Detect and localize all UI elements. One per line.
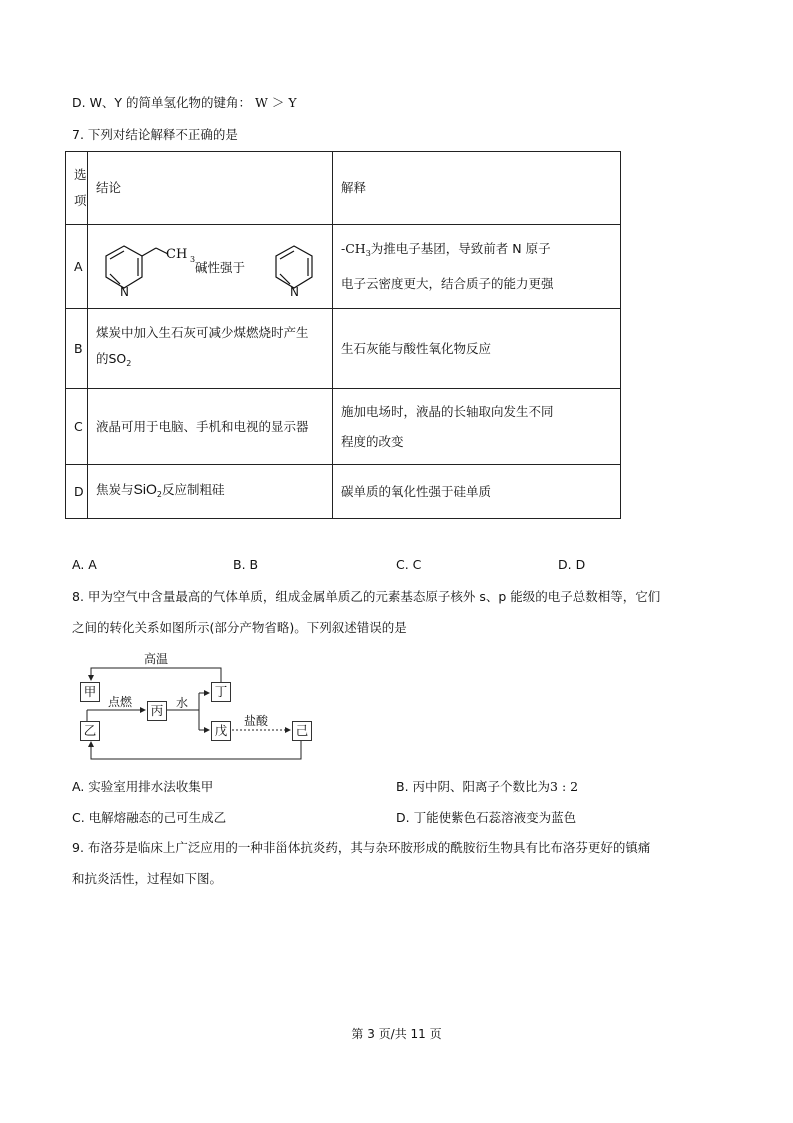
so2-text: 的SO	[96, 351, 127, 366]
row-a-conclusion	[88, 225, 333, 309]
row-c-explanation-line1: 施加电场时，液晶的长轴取向发生不同	[341, 403, 554, 419]
row-a-explanation-rest: 为推电子基团，导致前者 N 原子	[370, 241, 551, 256]
q8-transformation-diagram	[72, 648, 317, 766]
q8-stem-line2: 之间的转化关系如图所示(部分产物省略)。下列叙述错误的是	[72, 620, 407, 635]
label-ignite: 点燃	[108, 695, 133, 709]
q7-option-b[interactable]: B. B	[233, 557, 259, 572]
row-a-explanation-line2: 电子云密度更大，结合质子的能力更强	[341, 276, 554, 291]
page-number: 第 3 页/共 11 页	[351, 1027, 442, 1041]
q7-option-c[interactable]: C. C	[396, 557, 422, 572]
row-a-explanation	[333, 225, 621, 309]
node-ji: 己	[292, 721, 312, 741]
row-d-conclusion	[88, 465, 333, 519]
row-c-explanation-line2: 程度的改变	[341, 433, 404, 449]
row-c-label: C	[66, 389, 88, 465]
sio2-text: SiO	[133, 480, 157, 497]
node-wu: 戊	[211, 721, 231, 741]
table-header-row	[66, 152, 621, 225]
row-d-explanation: 碳单质的氧化性强于硅单质	[333, 465, 621, 519]
sio2-sub: 2	[156, 489, 162, 499]
so2-sub: 2	[126, 359, 132, 368]
ring-n-label-1: N	[120, 284, 129, 299]
row-b-label: B	[66, 309, 88, 389]
row-d-suffix: 反应制粗硅	[161, 481, 225, 497]
header-explanation: 解释	[333, 152, 621, 225]
methylpyridine-structure-icon	[94, 232, 204, 304]
row-a-label: A	[66, 225, 88, 309]
q8-option-a[interactable]: A. 实验室用排水法收集甲	[72, 779, 214, 794]
q8-option-b-text: B. 丙中阴、阳离子个数比为	[396, 779, 551, 794]
q9-line2: 和抗炎活性，过程如下图。	[72, 871, 223, 886]
row-b-conclusion-line1: 煤炭中加入生石灰可减少煤燃烧时产生	[96, 325, 309, 340]
q6-option-d	[72, 95, 297, 111]
q7-table	[65, 151, 621, 519]
q7-stem: 7. 下列对结论解释不正确的是	[72, 127, 238, 142]
header-conclusion: 结论	[88, 152, 333, 225]
label-high-temp: 高温	[144, 652, 169, 666]
row-b-conclusion	[88, 309, 333, 389]
ch3-label: CH	[166, 246, 188, 262]
row-c-explanation	[333, 389, 621, 465]
header-option-line1: 选	[74, 167, 87, 182]
q9-line1: 9. 布洛芬是临床上广泛应用的一种非甾体抗炎药，其与杂环胺形成的酰胺衍生物具有比布洛芬更好的镇痛	[72, 840, 651, 855]
row-b-conclusion-line2	[96, 346, 324, 377]
row-a-explanation-line1	[341, 234, 612, 269]
header-option	[66, 152, 88, 225]
row-c-conclusion: 液晶可用于电脑、手机和电视的显示器	[88, 389, 333, 465]
q8-option-b-ratio: 3 : 2	[550, 779, 579, 794]
ch3-group-text: -CH	[341, 241, 366, 256]
q7-option-d[interactable]: D. D	[558, 557, 586, 572]
q6-option-d-math: W ＞ Y	[255, 95, 297, 110]
table-row-c	[66, 389, 621, 465]
table-row-a	[66, 225, 621, 309]
table-row-b	[66, 309, 621, 389]
header-option-line2: 项	[74, 193, 87, 208]
node-ding: 丁	[211, 682, 231, 702]
ring-n-label-2: N	[290, 284, 299, 299]
ch3-sub: 3	[190, 254, 196, 264]
pyridine-structure-icon	[264, 232, 324, 304]
label-water: 水	[176, 696, 189, 710]
node-bing: 丙	[147, 701, 167, 721]
basicity-text: 碱性强于	[195, 259, 246, 275]
table-row-d	[66, 465, 621, 519]
q6-option-d-text: D. W、Y 的简单氢化物的键角：	[72, 95, 252, 110]
q8-stem-line1: 8. 甲为空气中含量最高的气体单质，组成金属单质乙的元素基态原子核外 s、p 能级的电子总数相等，它们	[72, 589, 661, 604]
q8-option-c[interactable]: C. 电解熔融态的己可生成乙	[72, 810, 227, 825]
node-yi: 乙	[80, 721, 100, 741]
q8-option-b[interactable]	[396, 777, 578, 795]
q7-option-a[interactable]: A. A	[72, 557, 97, 572]
ch3-group-sub: 3	[365, 249, 371, 258]
q8-option-d[interactable]: D. 丁能使紫色石蕊溶液变为蓝色	[396, 810, 577, 825]
label-hydrochloric-acid: 盐酸	[244, 714, 269, 728]
row-d-prefix: 焦炭与	[96, 481, 134, 497]
row-d-label: D	[66, 465, 88, 519]
node-jia: 甲	[80, 682, 100, 702]
row-b-explanation: 生石灰能与酸性氧化物反应	[333, 309, 621, 389]
